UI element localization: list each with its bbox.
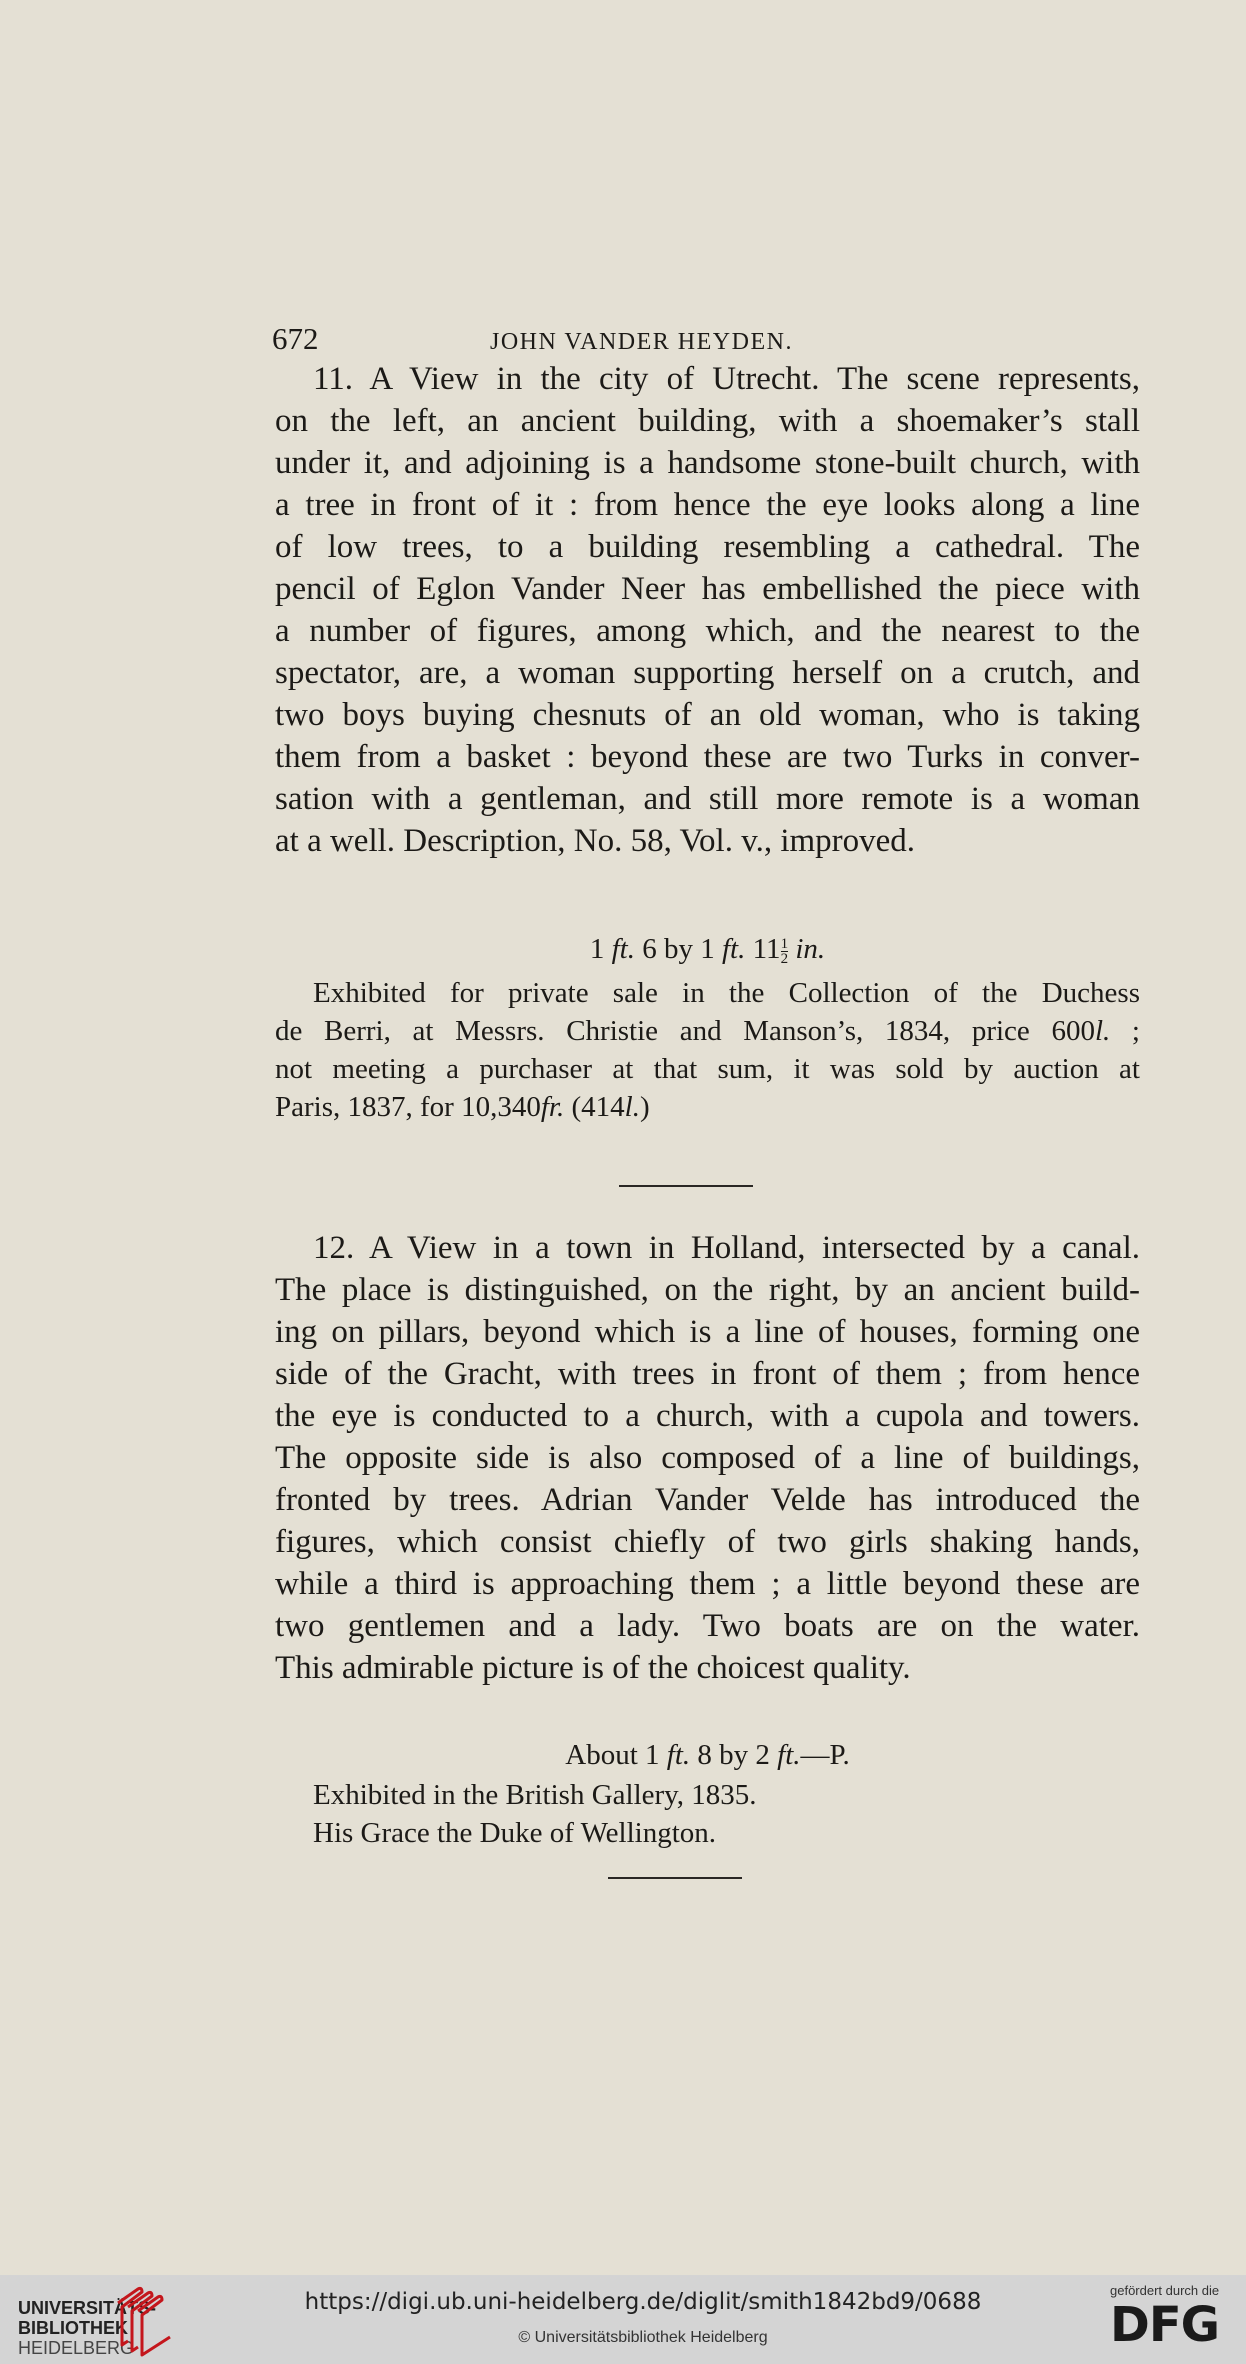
entry-11-line: pencil of Eglon Vander Neer has embellished the piece with	[275, 571, 1140, 607]
entry-12-line: 12. A View in a town in Holland, intersected by a canal.	[313, 1230, 1140, 1266]
running-head: JOHN VANDER HEYDEN.	[490, 329, 793, 355]
copyright-notice: © Universitätsbibliothek Heidelberg	[518, 2329, 768, 2346]
dim-unit: ft.	[666, 1739, 691, 1771]
dim-text: About 1	[565, 1739, 667, 1771]
provenance-text: de Berri, at Messrs. Christie and Manson’s, 1834, price 600	[275, 1015, 1095, 1047]
library-name-line: BIBLIOTHEK	[18, 2318, 128, 2338]
entry-11-line: a number of figures, among which, and the nearest to the	[275, 613, 1140, 649]
entry-12-line: ing on pillars, beyond which is a line of houses, forming one	[275, 1314, 1140, 1350]
library-name-line: HEIDELBERG	[18, 2338, 135, 2358]
section-divider	[608, 1877, 742, 1879]
dim-unit: ft.	[611, 933, 635, 965]
fraction-denominator: 2	[780, 950, 789, 967]
dim-text: 11	[745, 933, 781, 965]
provenance-text: Paris, 1837, for 10,340	[275, 1091, 541, 1123]
entry-11-line: them from a basket : beyond these are two Turks in conver-	[275, 739, 1140, 775]
entry-12-line: side of the Gracht, with trees in front of them ; from hence	[275, 1356, 1140, 1392]
document-url-link[interactable]: https://digi.ub.uni-heidelberg.de/diglit/smith1842bd9/0688	[304, 2289, 982, 2315]
dim-text: 8 by 2	[690, 1739, 778, 1771]
entry-11-dimensions	[275, 935, 1140, 966]
entry-12-line: while a third is approaching them ; a little beyond these are	[275, 1566, 1140, 1602]
section-divider	[619, 1185, 753, 1187]
entry-12-provenance-line: Exhibited in the British Gallery, 1835.	[313, 1779, 757, 1811]
entry-11-line: sation with a gentleman, and still more remote is a woman	[275, 781, 1140, 817]
currency-unit: l.	[624, 1091, 640, 1123]
funder-label: gefördert durch die	[1110, 2283, 1220, 2298]
entry-11-line: a tree in front of it : from hence the eye looks along a line	[275, 487, 1140, 523]
entry-11-line: under it, and adjoining is a handsome stone-built church, with	[275, 445, 1140, 481]
provenance-text: )	[639, 1091, 650, 1123]
entry-12-line: The opposite side is also composed of a line of buildings,	[275, 1440, 1140, 1476]
library-name-line: UNIVERSITÄTS-	[18, 2298, 157, 2318]
currency-unit: fr.	[540, 1091, 565, 1123]
entry-12-line: This admirable picture is of the choicest quality.	[275, 1650, 911, 1686]
entry-11-provenance-line: not meeting a purchaser at that sum, it was sold by auction at	[275, 1053, 1140, 1085]
entry-11-provenance-line	[275, 1017, 1140, 1046]
entry-11-line: at a well. Description, No. 58, Vol. v., improved.	[275, 823, 916, 859]
dim-text: —P.	[800, 1739, 850, 1771]
dim-unit: ft.	[722, 933, 746, 965]
fraction-half	[781, 937, 789, 966]
entry-12-dimensions	[275, 1741, 1140, 1770]
entry-11-line: on the left, an ancient building, with a shoemaker’s stall	[275, 403, 1140, 439]
provenance-text: ;	[1110, 1015, 1140, 1047]
entry-12-line: figures, which consist chiefly of two girls shaking hands,	[275, 1524, 1140, 1560]
dim-text: 6 by 1	[635, 933, 722, 965]
entry-12-line: the eye is conducted to a church, with a cupola and towers.	[275, 1398, 1140, 1434]
dfg-logo: DFG	[1110, 2297, 1220, 2353]
dim-unit: in.	[795, 933, 826, 965]
entry-11-line: of low trees, to a building resembling a cathedral. The	[275, 529, 1140, 565]
entry-11-line: spectator, are, a woman supporting herself on a crutch, and	[275, 655, 1140, 691]
entry-12-line: The place is distinguished, on the right, by an ancient build-	[275, 1272, 1140, 1308]
entry-11-provenance-line: Exhibited for private sale in the Collection of the Duchess	[313, 977, 1140, 1009]
entry-12-line: fronted by trees. Adrian Vander Velde has introduced the	[275, 1482, 1140, 1518]
dim-text: 1	[589, 933, 612, 965]
footer-bar	[0, 2275, 1246, 2364]
entry-12-line: two gentlemen and a lady. Two boats are on the water.	[275, 1608, 1140, 1644]
fraction-numerator: 1	[780, 935, 789, 952]
entry-11-provenance-line	[275, 1093, 1140, 1122]
entry-11-line: two boys buying chesnuts of an old woman, who is taking	[275, 697, 1140, 733]
page-number: 672	[272, 321, 319, 356]
provenance-text: (414	[564, 1091, 625, 1123]
currency-unit: l.	[1094, 1015, 1111, 1047]
entry-12-owner-line: His Grace the Duke of Wellington.	[313, 1817, 717, 1849]
entry-11-line: 11. A View in the city of Utrecht. The scene represents,	[313, 361, 1140, 397]
dim-unit: ft.	[777, 1739, 801, 1771]
